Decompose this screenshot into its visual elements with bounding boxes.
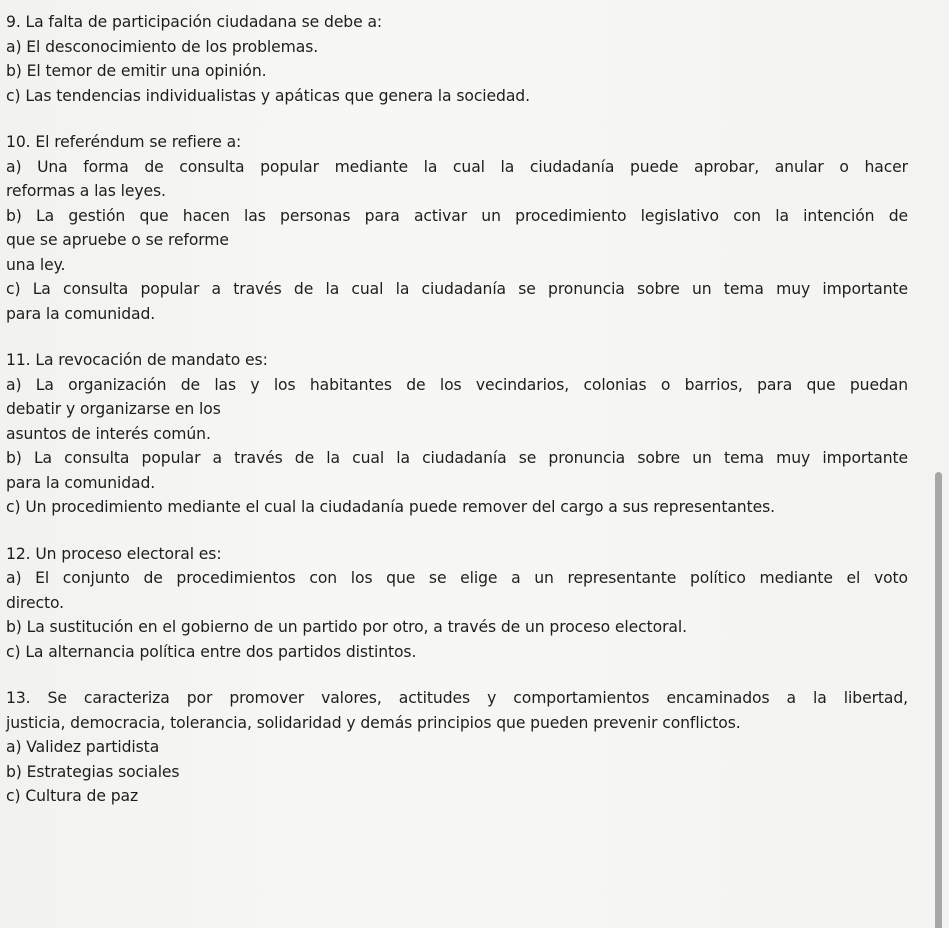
vertical-scrollbar[interactable] [935, 472, 942, 928]
option-b-continued: que se apruebe o se reforme [6, 231, 229, 249]
question-stem: 10. El referéndum se refiere a: [6, 133, 242, 151]
option-a-continued: directo. [6, 593, 65, 612]
option-c: c) Un procedimiento mediante el cual la ciudadanía puede remover del cargo a sus representantes. [6, 498, 775, 516]
questions-list [6, 10, 908, 831]
option-a: a) El desconocimiento de los problemas. [6, 37, 319, 56]
option-c-continued: para la comunidad. [6, 304, 156, 323]
option-c: c) Las tendencias individualistas y apáticas que genera la sociedad. [6, 86, 530, 105]
option-b: b) La sustitución en el gobierno de un partido por otro, a través de un proceso electoral. [6, 618, 687, 636]
option-b-continued: una ley. [6, 255, 66, 274]
option-a-continued: asuntos de interés común. [6, 424, 211, 443]
question-stem-continued: justicia, democracia, tolerancia, solidaridad y demás principios que pueden prevenir conflictos. [6, 713, 741, 732]
option-b: b) Estrategias sociales [6, 762, 180, 781]
question-12 [6, 542, 908, 665]
option-c: c) Cultura de paz [6, 787, 139, 805]
option-a-continued: reformas a las leyes. [6, 182, 166, 200]
option-b: b) El temor de emitir una opinión. [6, 62, 267, 80]
question-stem: 13. Se caracteriza por promover valores, actitudes y comportamientos encaminados a la libertad, [6, 689, 908, 707]
option-a: a) El conjunto de procedimientos con los que se elige a un representante político mediante el voto [6, 569, 908, 587]
question-stem: 9. La falta de participación ciudadana se debe a: [6, 13, 383, 31]
option-b: b) La gestión que hacen las personas para activar un procedimiento legislativo con la intención de [6, 206, 908, 225]
option-c: c) La alternancia política entre dos partidos distintos. [6, 642, 417, 661]
option-a: a) La organización de las y los habitantes de los vecindarios, colonias o barrios, para que puedan [6, 375, 908, 394]
option-c: c) La consulta popular a través de la cual la ciudadanía se pronuncia sobre un tema muy importante [6, 280, 908, 298]
question-11 [6, 348, 908, 520]
question-9 [6, 10, 908, 108]
option-b-continued: para la comunidad. [6, 473, 156, 492]
option-a: a) Una forma de consulta popular mediante la cual la ciudadanía puede aprobar, anular o hacer [6, 157, 908, 176]
question-13 [6, 686, 908, 809]
option-b: b) La consulta popular a través de la cual la ciudadanía se pronuncia sobre un tema muy importante [6, 449, 908, 467]
option-a: a) Validez partidista [6, 738, 160, 756]
question-stem: 12. Un proceso electoral es: [6, 544, 222, 563]
option-a-continued: debatir y organizarse en los [6, 400, 221, 418]
question-stem: 11. La revocación de mandato es: [6, 351, 268, 369]
question-10 [6, 130, 908, 326]
